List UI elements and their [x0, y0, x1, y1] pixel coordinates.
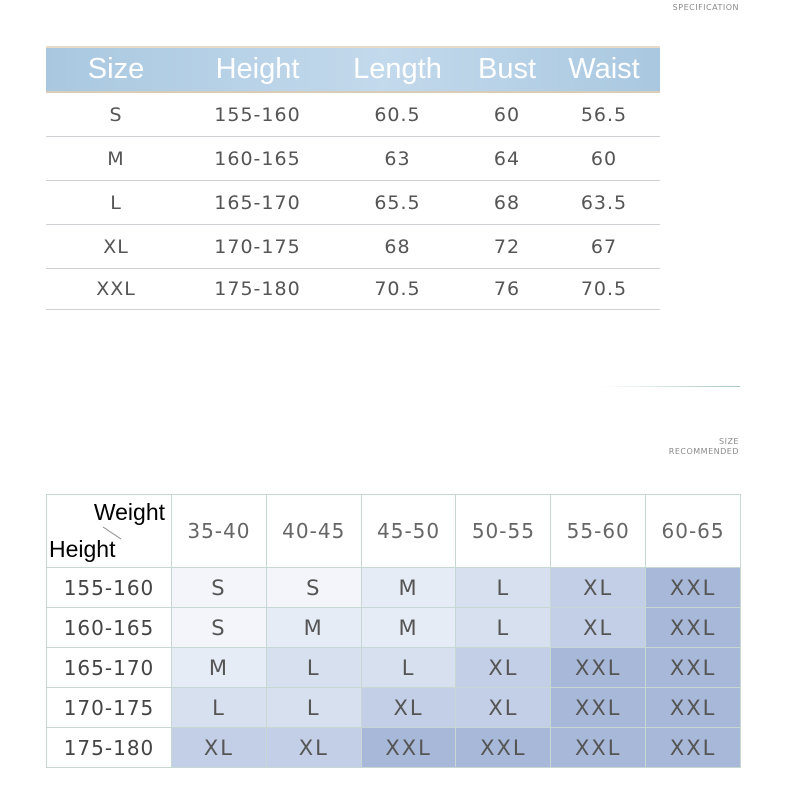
- weight-range-header: 45-50: [361, 495, 456, 568]
- spec-cell-length: 63: [329, 137, 466, 181]
- height-range-label: 160-165: [47, 608, 172, 648]
- recommended-size-cell: XL: [266, 728, 361, 768]
- recommended-size-cell: L: [266, 688, 361, 728]
- spec-cell-height: 170-175: [186, 225, 329, 269]
- recommended-size-cell: XXL: [646, 688, 741, 728]
- recommended-size-cell: L: [172, 688, 267, 728]
- recommended-size-cell: XXL: [551, 688, 646, 728]
- recommendation-header-row: [47, 495, 741, 568]
- recommended-size-cell: M: [266, 608, 361, 648]
- height-range-label: 155-160: [47, 568, 172, 608]
- recommendation-row: [47, 688, 741, 728]
- recommendation-row: [47, 608, 741, 648]
- spec-header-height: Height: [186, 47, 329, 92]
- recommended-size-cell: M: [361, 568, 456, 608]
- recommended-size-cell: XXL: [646, 648, 741, 688]
- recommended-size-cell: M: [172, 648, 267, 688]
- specification-header-row: [46, 47, 660, 92]
- spec-header-length: Length: [329, 47, 466, 92]
- spec-cell-size: XL: [46, 225, 186, 269]
- recommended-size-cell: XL: [456, 648, 551, 688]
- recommended-size-cell: XL: [551, 608, 646, 648]
- spec-cell-bust: 64: [466, 137, 548, 181]
- recommended-size-cell: XXL: [361, 728, 456, 768]
- recommended-size-cell: XL: [172, 728, 267, 768]
- specification-label: SPECIFICATION: [672, 3, 739, 12]
- spec-cell-size: XXL: [46, 269, 186, 310]
- spec-cell-bust: 72: [466, 225, 548, 269]
- spec-cell-length: 65.5: [329, 181, 466, 225]
- spec-cell-length: 68: [329, 225, 466, 269]
- recommendation-row: [47, 728, 741, 768]
- section-divider: [600, 386, 740, 387]
- specification-row: [46, 92, 660, 137]
- weight-height-corner-cell: [47, 495, 172, 568]
- height-range-label: 175-180: [47, 728, 172, 768]
- spec-cell-bust: 76: [466, 269, 548, 310]
- spec-header-bust: Bust: [466, 47, 548, 92]
- spec-cell-size: L: [46, 181, 186, 225]
- specification-row: [46, 269, 660, 310]
- recommended-size-cell: L: [456, 568, 551, 608]
- spec-cell-length: 60.5: [329, 92, 466, 137]
- specification-row: [46, 137, 660, 181]
- spec-cell-length: 70.5: [329, 269, 466, 310]
- spec-cell-waist: 56.5: [548, 92, 660, 137]
- weight-range-header: 35-40: [172, 495, 267, 568]
- spec-cell-bust: 60: [466, 92, 548, 137]
- weight-range-header: 55-60: [551, 495, 646, 568]
- spec-cell-size: S: [46, 92, 186, 137]
- spec-header-size: Size: [46, 47, 186, 92]
- spec-cell-height: 155-160: [186, 92, 329, 137]
- recommended-size-cell: S: [172, 568, 267, 608]
- recommended-size-cell: M: [361, 608, 456, 648]
- recommended-size-cell: XL: [551, 568, 646, 608]
- size-recommended-label-line2: RECOMMENDED: [668, 447, 739, 456]
- recommended-size-cell: XXL: [551, 728, 646, 768]
- size-recommended-label: [669, 437, 739, 457]
- recommended-size-cell: XXL: [646, 728, 741, 768]
- recommendation-row: [47, 648, 741, 688]
- specification-row: [46, 181, 660, 225]
- recommended-size-cell: L: [266, 648, 361, 688]
- spec-cell-waist: 60: [548, 137, 660, 181]
- height-range-label: 170-175: [47, 688, 172, 728]
- spec-cell-height: 160-165: [186, 137, 329, 181]
- height-range-label: 165-170: [47, 648, 172, 688]
- recommended-size-cell: XXL: [646, 608, 741, 648]
- recommendation-row: [47, 568, 741, 608]
- recommended-size-cell: XL: [456, 688, 551, 728]
- height-axis-label: Height: [49, 536, 116, 562]
- recommended-size-cell: XL: [361, 688, 456, 728]
- recommended-size-cell: L: [456, 608, 551, 648]
- recommended-size-cell: XXL: [456, 728, 551, 768]
- weight-range-header: 60-65: [646, 495, 741, 568]
- spec-cell-bust: 68: [466, 181, 548, 225]
- spec-cell-size: M: [46, 137, 186, 181]
- spec-cell-height: 175-180: [186, 269, 329, 310]
- spec-cell-waist: 63.5: [548, 181, 660, 225]
- recommended-size-cell: S: [172, 608, 267, 648]
- weight-axis-label: Weight: [93, 499, 165, 525]
- spec-header-waist: Waist: [548, 47, 660, 92]
- size-recommendation-table: [46, 494, 741, 768]
- spec-cell-waist: 70.5: [548, 269, 660, 310]
- weight-range-header: 50-55: [456, 495, 551, 568]
- specification-row: [46, 225, 660, 269]
- size-recommended-label-line1: SIZE: [719, 437, 739, 446]
- recommended-size-cell: L: [361, 648, 456, 688]
- spec-cell-height: 165-170: [186, 181, 329, 225]
- spec-cell-waist: 67: [548, 225, 660, 269]
- recommended-size-cell: XXL: [646, 568, 741, 608]
- recommended-size-cell: S: [266, 568, 361, 608]
- weight-range-header: 40-45: [266, 495, 361, 568]
- specification-table: [46, 46, 660, 310]
- recommended-size-cell: XXL: [551, 648, 646, 688]
